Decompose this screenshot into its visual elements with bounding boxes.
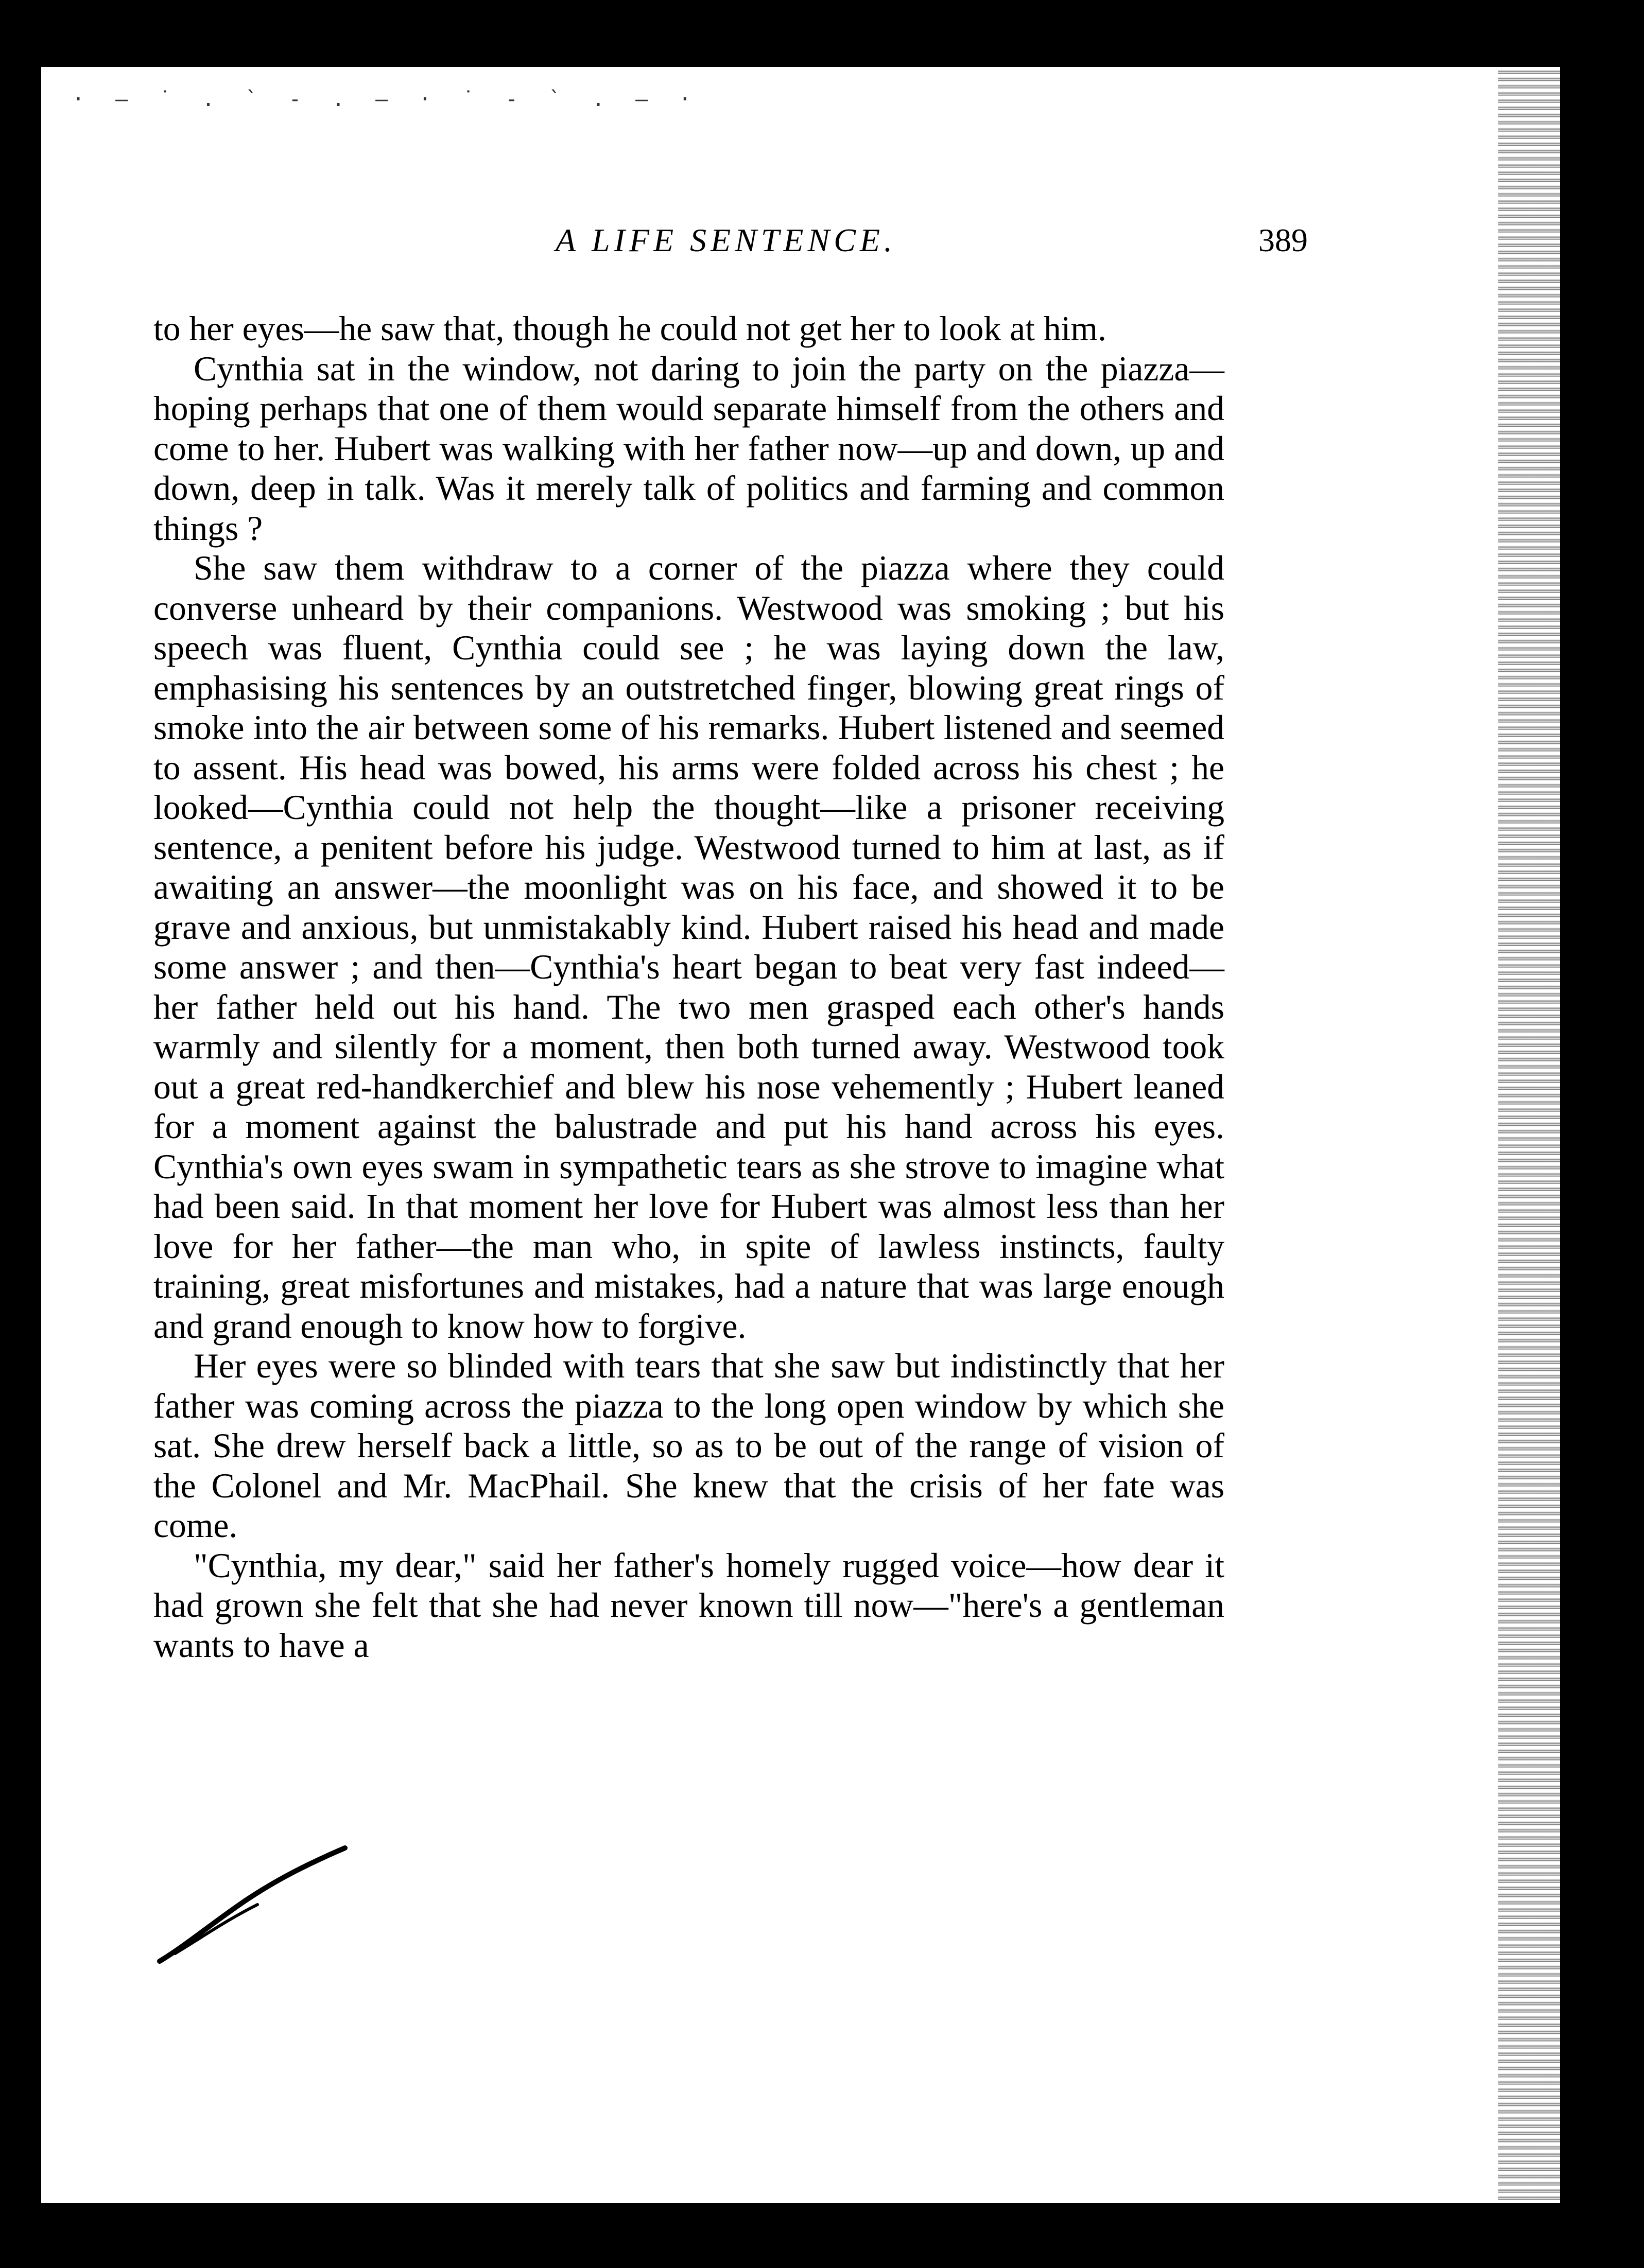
running-title: A LIFE SENTENCE. <box>556 222 896 258</box>
scan-noise-decoration: · – ˙ . ` - . – · ˙ - ` . – · <box>72 88 701 111</box>
paragraph: She saw them withdraw to a corner of the piazza where they could converse unheard by their companions. Westwood was smoking ; but his speech was fluent, Cynthia could see ; he was laying down the law, emphasising his sentences by an outstretched finger, blowing great rings of smoke into the air between some of his remarks. Hubert listened and seemed to assent. His head was bowed, his arms were folded across his chest ; he looked—Cynthia could not help the thought—like a prisoner receiving sentence, a penitent before his judge. Westwood turned to him at last, as if awaiting an answer—the moonlight was on his face, and showed it to be grave and anxious, but unmistakably kind. Hubert raised his head and made some answer ; and then—Cynthia's heart began to beat very fast indeed—her father held out his hand. The two men grasped each other's hands warmly and silently for a moment, then both turned away. Westwood took out a great red-handkerchief and blew his nose vehemently ; Hubert leaned for a moment against the balustrade and put his hand across his eyes. Cynthia's own eyes swam in sympathetic tears as she strove to imagine what had been said. In that moment her love for Hubert was almost less than her love for her father—the man who, in spite of lawless instincts, faulty training, great misfortunes and mistakes, had a nature that was large enough and grand enough to know how to forgive. <box>153 549 1224 1346</box>
page-number: 389 <box>1258 222 1308 258</box>
paragraph: Cynthia sat in the window, not daring to join the party on the piazza—hoping perhaps that one of them would separate himself from the others and come to her. Hubert was walking with her father now—up and down, up and down, deep in talk. Was it merely talk of politics and farming and common things ? <box>153 349 1224 548</box>
running-header <box>144 221 1308 278</box>
paragraph: Her eyes were so blinded with tears that she saw but indistinctly that her father was coming across the piazza to the long open window by which she sat. She drew herself back a little, so as to be out of the range of vision of the Colonel and Mr. MacPhail. She knew that the crisis of her fate was come. <box>153 1347 1224 1545</box>
paragraph: to her eyes—he saw that, though he could not get her to look at him. <box>153 309 1106 348</box>
page-edge-shadow <box>1498 67 1560 2203</box>
book-page <box>41 67 1560 2203</box>
paragraph: "Cynthia, my dear," said her father's homely rugged voice—how dear it had grown she felt that she had never known till now—"here's a gentleman wants to have a <box>153 1546 1224 1665</box>
pen-mark-scribble <box>154 1843 350 1966</box>
body-text <box>153 309 1224 1665</box>
